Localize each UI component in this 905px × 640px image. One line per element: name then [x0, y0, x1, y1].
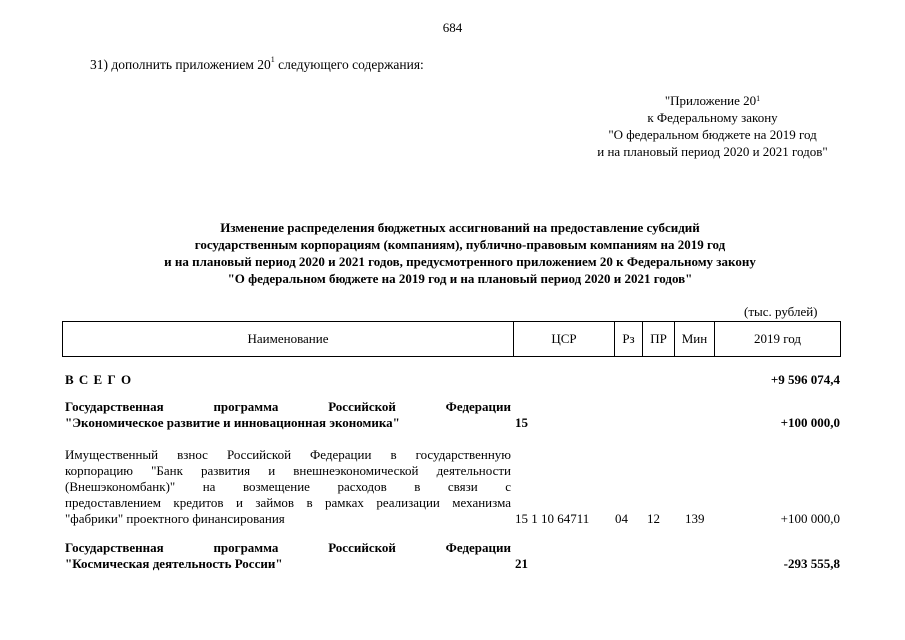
header-year: 2019 год	[714, 322, 840, 356]
header-name: Наименование	[247, 331, 329, 346]
table-row-csr: 15	[515, 415, 528, 430]
table-header	[62, 321, 841, 357]
annex-reference	[520, 92, 905, 160]
annex-line-2: к Федеральному закону	[647, 110, 778, 125]
intro-superscript: 1	[270, 55, 275, 64]
total-value: +9 596 074,4	[770, 372, 840, 387]
total-label: В С Е Г О	[65, 372, 133, 387]
header-rz: Рз	[614, 322, 642, 356]
annex-line-1: "Приложение $20^1$	[664, 93, 761, 108]
table-row-value: +100 000,0	[780, 511, 840, 526]
header-min: Мин	[674, 322, 714, 356]
table-row-value: +100 000,0	[780, 415, 840, 430]
table-row-csr: 21	[515, 556, 528, 571]
document-heading	[60, 219, 860, 287]
table-row-name: Государственная программа Российской Федерации "Экономическое развитие и инновационная экономика"	[65, 399, 511, 430]
units-label: (тыс. рублей)	[744, 304, 818, 319]
annex-line-3: "О федеральном бюджете на 2019 год	[608, 127, 817, 142]
table-row-csr: 15 1 10 64711	[515, 511, 590, 526]
heading-line-2: государственным корпорациям (компаниям), публично-правовым компаниям на 2019 год	[194, 237, 726, 252]
heading-line-4: "О федеральном бюджете на 2019 год и на плановый период 2020 и 2021 годов"	[227, 271, 693, 286]
intro-text-after: следующего содержания:	[274, 57, 424, 72]
heading-line-1: Изменение распределения бюджетных ассигнований на предоставление субсидий	[220, 220, 700, 235]
table-row-pr: 12	[647, 511, 660, 526]
header-csr: ЦСР	[513, 322, 614, 356]
intro-paragraph	[90, 57, 424, 73]
table-row-value: -293 555,8	[783, 556, 840, 571]
header-pr: ПР	[642, 322, 674, 356]
annex-line-4: и на плановый период 2020 и 2021 годов"	[597, 144, 828, 159]
table-row-min: 139	[685, 511, 705, 526]
annex-superscript: 1	[756, 94, 761, 103]
table-row-name: Имущественный взнос Российской Федерации в государственную корпорацию "Банк развития и внешнеэкономической деятельности (Внешэкономбанк)" на возмещение расходов в связи с предоставлением кредитов и займов в рамках реализации механизма "фабрики" проектного финансирования	[65, 447, 511, 526]
table-row-name: Государственная программа Российской Федерации "Космическая деятельность России"	[65, 540, 511, 571]
table-row-rz: 04	[615, 511, 628, 526]
intro-text-before: 31) дополнить приложением 20	[90, 57, 271, 72]
page-number: 684	[442, 20, 463, 35]
heading-line-3: и на плановый период 2020 и 2021 годов, предусмотренного приложением 20 к Федеральному закону	[164, 254, 756, 269]
